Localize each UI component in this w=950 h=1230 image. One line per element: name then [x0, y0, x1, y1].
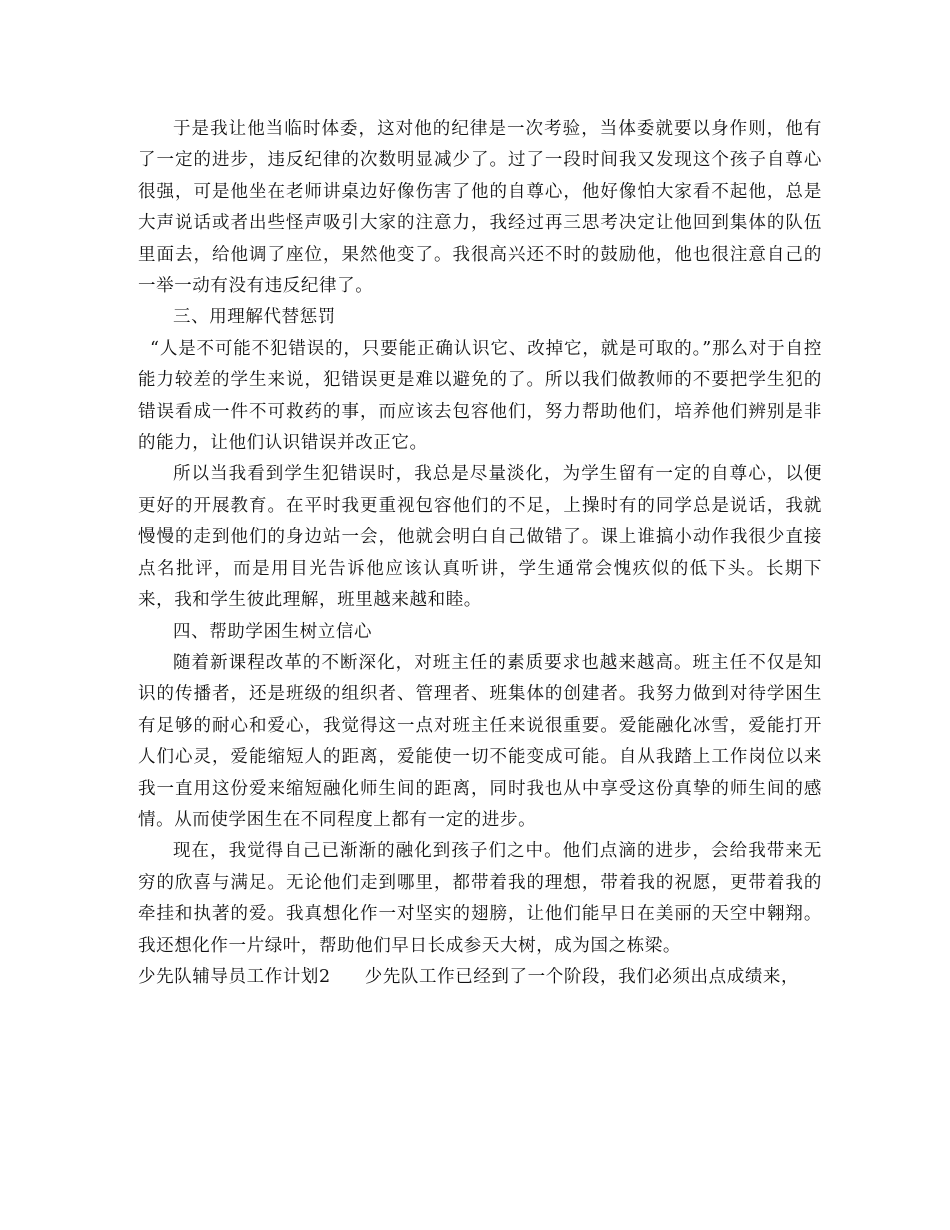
- body-paragraph: 现在，我觉得自己已渐渐的融化到孩子们之中。他们点滴的进步，会给我带来无穷的欣喜与满足。无论他们走到哪里，都带着我的理想，带着我的祝愿，更带着我的牵挂和执著的爱。我真想化作一对坚实的翅膀，让他们能早日在美丽的天空中翱翔。我还想化作一片绿叶，帮助他们早日长成参天大树，成为国之栋梁。: [138, 841, 822, 956]
- plan-title-line: [138, 962, 822, 993]
- body-paragraph: 所以当我看到学生犯错误时，我总是尽量淡化，为学生留有一定的自尊心，以便更好的开展教育。在平时我更重视包容他们的不足，上操时有的同学总是说话，我就慢慢的走到他们的身边站一会，他就会明白自己做错了。课上谁搞小动作我很少直接点名批评，而是用目光告诉他应该认真听讲，学生通常会愧疚似的低下头。长期下来，我和学生彼此理解，班里越来越和睦。: [138, 464, 822, 611]
- quote-paragraph: “人是不可能不犯错误的，只要能正确认识它、改掉它，就是可取的。”那么对于自控能力较差的学生来说，犯错误更是难以避免的了。所以我们做教师的不要把学生犯的错误看成一件不可救药的事，而应该去包容他们，努力帮助他们，培养他们辨别是非的能力，让他们认识错误并改正它。: [138, 338, 822, 454]
- section-heading: 四、帮助学困生树立信心: [173, 621, 373, 642]
- section-heading: 三、用理解代替惩罚: [173, 307, 336, 328]
- body-paragraph: 随着新课程改革的不断深化，对班主任的素质要求也越来越高。班主任不仅是知识的传播者，还是班级的组织者、管理者、班集体的创建者。我努力做到对待学困生有足够的耐心和爱心，我觉得这一点对班主任来说很重要。爱能融化冰雪，爱能打开人们心灵，爱能缩短人的距离，爱能使一切不能变成可能。自从我踏上工作岗位以来我一直用这份爱来缩短融化师生间的距离，同时我也从中享受这份真挚的师生间的感情。从而使学困生在不同程度上都有一定的进步。: [138, 652, 822, 830]
- plan-title: 少先队辅导员工作计划2: [138, 966, 331, 987]
- plan-intro-text: 少先队工作已经到了一个阶段，我们必须出点成绩来，: [364, 966, 800, 987]
- body-paragraph: 于是我让他当临时体委，这对他的纪律是一次考验，当体委就要以身作则，他有了一定的进步，违反纪律的次数明显减少了。过了一段时间我又发现这个孩子自尊心很强，可是他坐在老师讲桌边好像伤害了他的自尊心，他好像怕大家看不起他，总是大声说话或者出些怪声吸引大家的注意力，我经过再三思考决定让他回到集体的队伍里面去，给他调了座位，果然他变了。我很高兴还不时的鼓励他，他也很注意自己的一举一动有没有违反纪律了。: [138, 119, 822, 297]
